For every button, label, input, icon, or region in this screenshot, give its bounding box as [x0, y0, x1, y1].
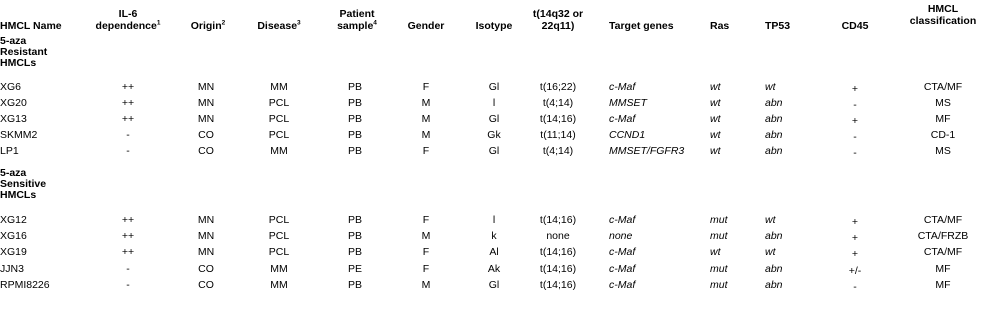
cell-name: XG16 — [0, 230, 27, 242]
cell-il6: ++ — [121, 230, 135, 242]
cell-cd45: - — [853, 147, 857, 159]
header-disease-label: Disease — [257, 20, 298, 32]
cell-name: SKMM2 — [0, 129, 38, 141]
group-title-line: 5-aza — [0, 167, 27, 179]
cell-origin: MN — [197, 113, 215, 125]
header-il6-line1: IL-6 — [118, 8, 138, 20]
cell-ras: wt — [710, 145, 721, 157]
cell-cd45: + — [851, 83, 859, 95]
cell-tp53: abn — [765, 97, 783, 109]
group-title-line: 5-aza — [0, 35, 27, 47]
cell-tp53: abn — [765, 113, 783, 125]
group-title — [0, 168, 46, 201]
cell-patient: PB — [347, 129, 363, 141]
header-isotype: Isotype — [475, 20, 513, 32]
cell-ras: wt — [710, 97, 721, 109]
cell-tp53: abn — [765, 263, 783, 275]
header-classif-line2: classification — [909, 14, 977, 27]
header-ras: Ras — [710, 20, 730, 32]
cell-cd45: + — [851, 248, 859, 260]
cell-gender: M — [421, 129, 431, 141]
cell-disease: PCL — [268, 113, 290, 125]
cell-name: XG19 — [0, 246, 27, 258]
footnote-1: 1 — [156, 19, 161, 26]
cell-disease: PCL — [268, 214, 290, 226]
cell-isotype: l — [492, 97, 496, 109]
cell-isotype: Al — [489, 246, 499, 258]
header-gender: Gender — [407, 20, 445, 32]
group-title-line: Sensitive — [0, 178, 47, 190]
cell-target: MMSET — [609, 97, 647, 109]
cell-patient: PB — [347, 246, 363, 258]
cell-gender: F — [422, 145, 430, 157]
footnote-2: 2 — [221, 19, 226, 27]
cell-il6: ++ — [121, 97, 135, 109]
cell-trans: t(16;22) — [539, 81, 577, 93]
cell-il6: ++ — [121, 246, 135, 258]
cell-disease: MM — [270, 81, 288, 93]
cell-classif: CTA/MF — [923, 246, 963, 258]
cell-isotype: Gl — [488, 81, 500, 93]
cell-gender: M — [421, 279, 431, 291]
cell-isotype: Gl — [488, 279, 500, 291]
cell-tp53: abn — [765, 145, 783, 157]
cell-target: MMSET/FGFR3 — [609, 145, 685, 157]
cell-disease: MM — [270, 263, 288, 275]
header-origin-label: Origin — [190, 20, 222, 32]
header-il6-dependence — [96, 9, 161, 32]
cell-isotype: Gk — [487, 129, 501, 141]
cell-name: XG20 — [0, 97, 27, 109]
cell-cd45: - — [853, 99, 857, 111]
header-hmcl-name: HMCL Name — [0, 20, 62, 32]
header-patient-sample — [337, 9, 377, 32]
header-classif-line1: HMCL — [927, 3, 959, 15]
cell-cd45: - — [853, 131, 857, 143]
cell-target: c-Maf — [609, 246, 636, 258]
cell-classif: MS — [935, 145, 951, 157]
cell-trans: t(4;14) — [542, 145, 574, 157]
cell-cd45: + — [851, 232, 859, 244]
cell-name: XG6 — [0, 81, 22, 93]
cell-il6: - — [126, 145, 130, 157]
cell-origin: MN — [197, 246, 215, 258]
header-patient-line2: sample — [337, 19, 374, 32]
group-title — [0, 36, 47, 69]
cell-isotype: k — [491, 230, 497, 242]
cell-gender: F — [422, 81, 430, 93]
cell-classif: MF — [935, 279, 951, 291]
cell-trans: t(14;16) — [539, 214, 577, 226]
header-disease — [257, 21, 300, 33]
cell-name: XG12 — [0, 214, 27, 226]
cell-patient: PB — [347, 214, 363, 226]
group-title-line: HMCLs — [0, 189, 37, 201]
cell-trans: t(14;16) — [539, 246, 577, 258]
cell-gender: F — [422, 246, 430, 258]
cell-origin: CO — [198, 279, 214, 291]
cell-patient: PB — [347, 145, 363, 157]
cell-cd45: - — [853, 281, 857, 293]
header-trans-line2: 22q11) — [541, 19, 575, 32]
cell-ras: mut — [710, 214, 728, 226]
cell-disease: PCL — [268, 97, 290, 109]
cell-gender: M — [421, 113, 431, 125]
cell-gender: M — [421, 230, 431, 242]
cell-patient: PB — [347, 81, 363, 93]
cell-trans: t(14;16) — [539, 263, 577, 275]
cell-il6: ++ — [121, 214, 135, 226]
header-translocation — [533, 9, 583, 32]
cell-classif: MF — [935, 263, 951, 275]
cell-tp53: wt — [765, 214, 776, 226]
cell-disease: MM — [270, 145, 288, 157]
cell-ras: wt — [710, 113, 721, 125]
cell-trans: t(14;16) — [539, 279, 577, 291]
cell-cd45: + — [851, 216, 859, 228]
cell-patient: PE — [347, 263, 363, 275]
cell-origin: MN — [197, 230, 215, 242]
cell-il6: ++ — [121, 81, 135, 93]
cell-target: CCND1 — [609, 129, 646, 141]
footnote-3: 3 — [297, 19, 301, 27]
cell-ras: wt — [710, 246, 721, 258]
cell-origin: CO — [198, 263, 214, 275]
cell-trans: t(14;16) — [539, 113, 577, 125]
cell-name: JJN3 — [0, 263, 24, 275]
cell-tp53: wt — [765, 81, 776, 93]
cell-name: RPMI8226 — [0, 279, 50, 291]
cell-tp53: wt — [765, 246, 776, 258]
cell-ras: wt — [710, 81, 721, 93]
cell-isotype: Gl — [488, 113, 500, 125]
cell-isotype: Ak — [487, 263, 501, 275]
cell-disease: PCL — [268, 246, 290, 258]
cell-gender: M — [421, 97, 431, 109]
header-il6-line2: dependence — [95, 19, 157, 32]
header-cd45: CD45 — [841, 20, 869, 32]
cell-patient: PB — [347, 97, 363, 109]
cell-target: c-Maf — [609, 279, 636, 291]
cell-il6: - — [126, 263, 130, 275]
cell-isotype: l — [492, 214, 496, 226]
header-trans-line1: t(14q32 or — [532, 8, 584, 20]
cell-target: c-Maf — [609, 263, 636, 275]
cell-il6: - — [126, 129, 130, 141]
cell-classif: MF — [935, 113, 951, 125]
cell-cd45: +/- — [848, 265, 862, 277]
cell-classif: MS — [935, 97, 951, 109]
header-target-genes: Target genes — [609, 20, 674, 32]
cell-patient: PB — [347, 230, 363, 242]
footnote-4: 4 — [373, 19, 377, 26]
cell-classif: CD-1 — [930, 129, 956, 141]
cell-ras: wt — [710, 129, 721, 141]
cell-ras: mut — [710, 279, 728, 291]
cell-classif: CTA/MF — [923, 214, 963, 226]
cell-origin: MN — [197, 81, 215, 93]
cell-gender: F — [422, 263, 430, 275]
cell-patient: PB — [347, 279, 363, 291]
header-patient-line1: Patient — [339, 8, 375, 20]
cell-origin: MN — [197, 97, 215, 109]
cell-target: none — [609, 230, 633, 242]
group-title-line: Resistant — [0, 46, 48, 58]
header-tp53: TP53 — [765, 20, 791, 32]
cell-il6: - — [126, 279, 130, 291]
cell-il6: ++ — [121, 113, 135, 125]
header-hmcl-classification — [910, 4, 977, 27]
cell-target: c-Maf — [609, 81, 636, 93]
cell-target: c-Maf — [609, 113, 636, 125]
cell-trans: t(4;14) — [542, 97, 574, 109]
cell-disease: PCL — [268, 230, 290, 242]
header-origin — [191, 21, 226, 33]
cell-disease: MM — [270, 279, 288, 291]
cell-trans: t(11;14) — [540, 129, 576, 141]
group-title-line: HMCLs — [0, 57, 37, 69]
cell-name: LP1 — [0, 145, 19, 157]
cell-tp53: abn — [765, 129, 783, 141]
cell-ras: mut — [710, 230, 728, 242]
cell-patient: PB — [347, 113, 363, 125]
cell-origin: MN — [197, 214, 215, 226]
cell-cd45: + — [851, 115, 859, 127]
cell-origin: CO — [198, 129, 214, 141]
cell-classif: CTA/FRZB — [917, 230, 969, 242]
cell-name: XG13 — [0, 113, 27, 125]
cell-isotype: Gl — [488, 145, 500, 157]
cell-target: c-Maf — [609, 214, 636, 226]
cell-gender: F — [422, 214, 430, 226]
cell-tp53: abn — [765, 230, 783, 242]
cell-tp53: abn — [765, 279, 783, 291]
cell-ras: mut — [710, 263, 728, 275]
cell-classif: CTA/MF — [923, 81, 963, 93]
cell-disease: PCL — [268, 129, 290, 141]
cell-origin: CO — [198, 145, 214, 157]
cell-trans: none — [546, 230, 570, 242]
